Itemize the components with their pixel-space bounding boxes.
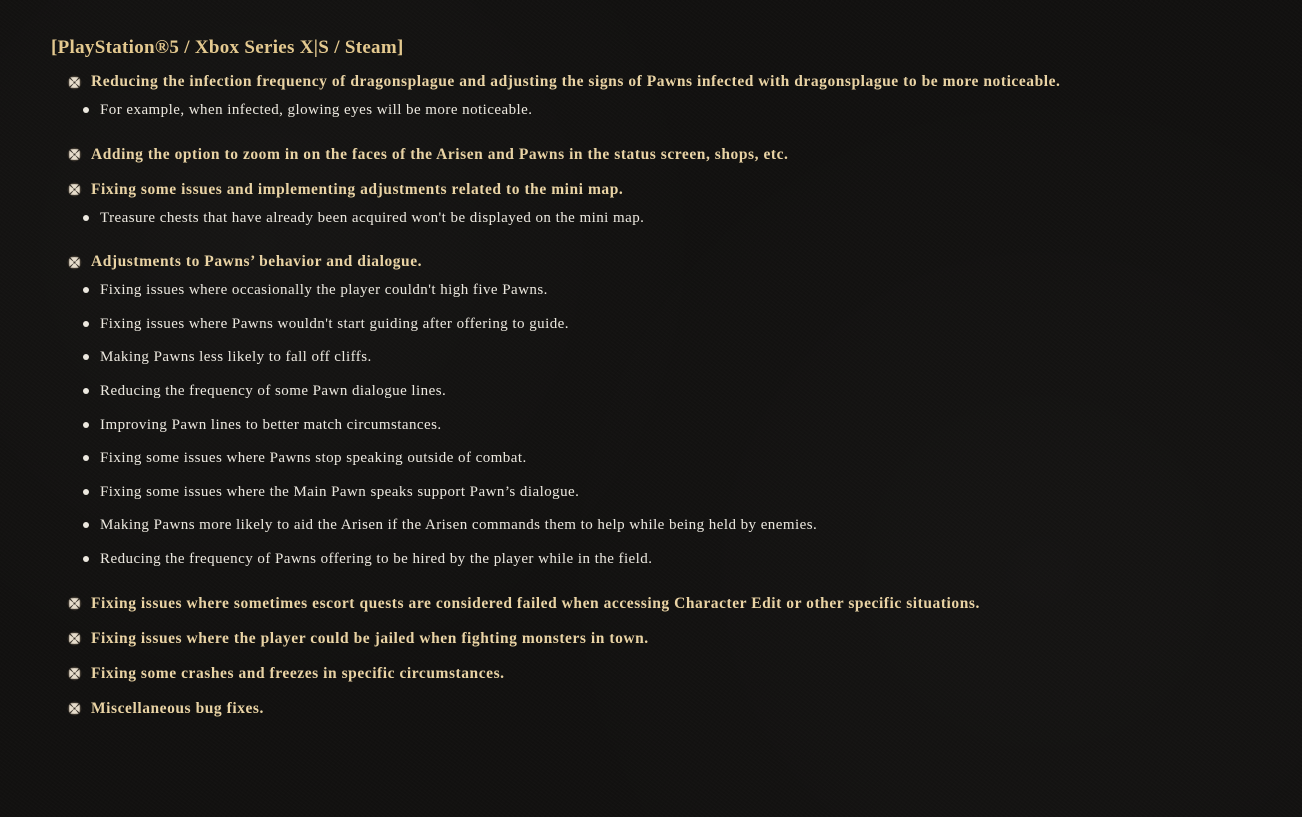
bullet-list (67, 205, 1281, 239)
bullet-dot-icon (83, 556, 89, 562)
section-5 (67, 593, 1281, 615)
section-title-text: Fixing some crashes and freezes in specific circumstances. (91, 664, 505, 682)
bullet-text: Fixing issues where Pawns wouldn't start guiding after offering to guide. (100, 315, 569, 332)
section-title (67, 144, 1281, 166)
section-title-text: Fixing issues where the player could be jailed when fighting monsters in town. (91, 629, 649, 647)
maltese-cross-icon (67, 631, 82, 646)
section-title (67, 593, 1281, 615)
section-title-text: Adding the option to zoom in on the faces of the Arisen and Pawns in the status screen, shops, etc. (91, 145, 789, 163)
bullet-text: Reducing the frequency of some Pawn dialogue lines. (100, 382, 447, 399)
bullet-item (83, 445, 1281, 479)
bullet-dot-icon (83, 107, 89, 113)
section-1 (67, 71, 1281, 131)
section-title-text: Adjustments to Pawns’ behavior and dialogue. (91, 253, 423, 271)
bullet-text: Fixing some issues where the Main Pawn speaks support Pawn’s dialogue. (100, 483, 580, 500)
bullet-dot-icon (83, 455, 89, 461)
section-title (67, 663, 1281, 685)
maltese-cross-icon (67, 75, 82, 90)
bullet-text: Fixing some issues where Pawns stop speaking outside of combat. (100, 450, 527, 467)
bullet-dot-icon (83, 388, 89, 394)
section-title (67, 179, 1281, 201)
bullet-list (67, 97, 1281, 131)
maltese-cross-icon (67, 666, 82, 681)
bullet-text: Treasure chests that have already been acquired won't be displayed on the mini map. (100, 209, 645, 226)
bullet-list (67, 277, 1281, 579)
section-list (51, 71, 1281, 720)
bullet-item (83, 205, 1281, 239)
bullet-text: For example, when infected, glowing eyes will be more noticeable. (100, 102, 533, 118)
bullet-item (83, 479, 1281, 513)
bullet-item (83, 546, 1281, 580)
bullet-dot-icon (83, 422, 89, 428)
bullet-dot-icon (83, 489, 89, 495)
bullet-dot-icon (83, 354, 89, 360)
bullet-item (83, 512, 1281, 546)
bullet-dot-icon (83, 522, 89, 528)
platform-heading: [PlayStation®5 / Xbox Series X|S / Steam] (51, 37, 404, 58)
maltese-cross-icon (67, 255, 82, 270)
section-title (67, 628, 1281, 650)
maltese-cross-icon (67, 701, 82, 716)
section-7 (67, 663, 1281, 685)
bullet-item (83, 97, 1281, 131)
bullet-item (83, 311, 1281, 345)
section-title (67, 698, 1281, 720)
bullet-item (83, 378, 1281, 412)
bullet-item (83, 277, 1281, 311)
bullet-item (83, 412, 1281, 446)
section-4 (67, 251, 1281, 579)
section-title-text: Miscellaneous bug fixes. (91, 699, 264, 717)
section-8 (67, 698, 1281, 720)
section-2 (67, 144, 1281, 166)
maltese-cross-icon (67, 596, 82, 611)
bullet-text: Fixing issues where occasionally the player couldn't high five Pawns. (100, 282, 548, 299)
patch-notes (51, 36, 1281, 733)
bullet-dot-icon (83, 287, 89, 293)
section-title (67, 71, 1281, 93)
bullet-text: Making Pawns more likely to aid the Arisen if the Arisen commands them to help while being held by enemies. (100, 517, 818, 534)
maltese-cross-icon (67, 147, 82, 162)
bullet-dot-icon (83, 321, 89, 327)
bullet-dot-icon (83, 215, 89, 221)
section-title-text: Fixing some issues and implementing adjustments related to the mini map. (91, 180, 624, 198)
bullet-item (83, 344, 1281, 378)
section-title-text: Fixing issues where sometimes escort quests are considered failed when accessing Character Edit or other specific situations. (91, 594, 980, 612)
section-title (67, 251, 1281, 273)
section-title-text: Reducing the infection frequency of dragonsplague and adjusting the signs of Pawns infected with dragonsplague to be more noticeable. (91, 73, 1061, 90)
bullet-text: Reducing the frequency of Pawns offering to be hired by the player while in the field. (100, 550, 653, 567)
bullet-text: Improving Pawn lines to better match circumstances. (100, 416, 442, 433)
section-3 (67, 179, 1281, 239)
bullet-text: Making Pawns less likely to fall off cliffs. (100, 349, 372, 366)
maltese-cross-icon (67, 182, 82, 197)
section-6 (67, 628, 1281, 650)
